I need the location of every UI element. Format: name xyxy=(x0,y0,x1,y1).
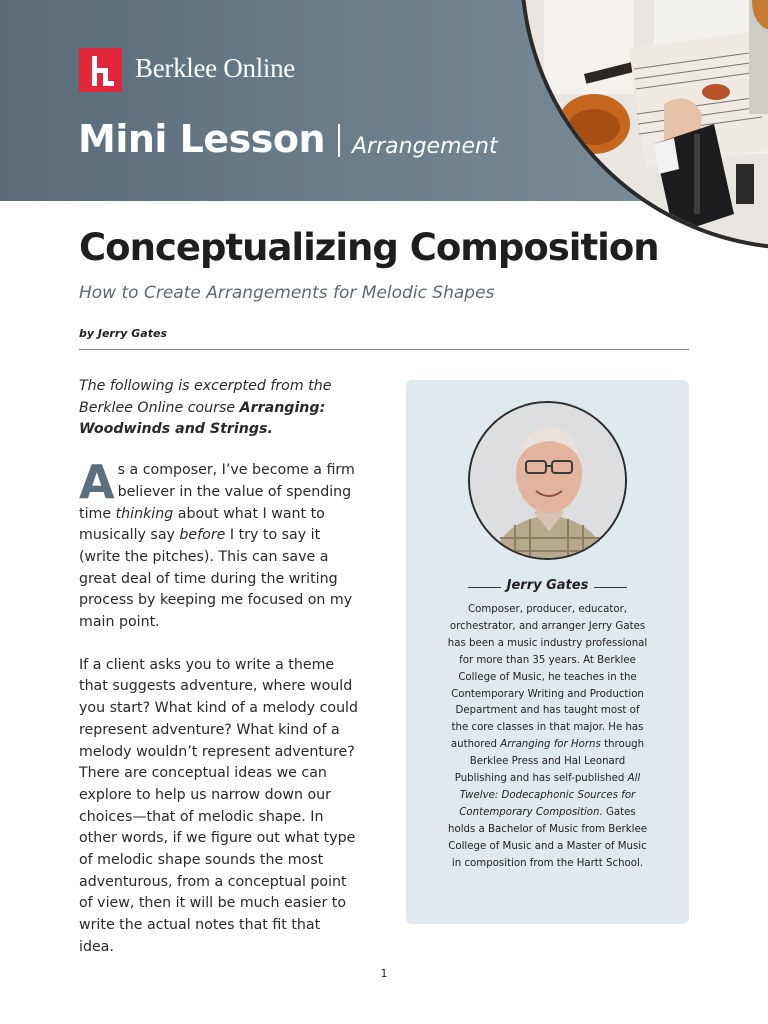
violinist-photo xyxy=(520,0,768,250)
article-subtitle: How to Create Arrangements for Melodic Shapes xyxy=(79,283,495,303)
series-title: Mini Lesson xyxy=(78,117,326,161)
category-label: Arrangement xyxy=(352,134,498,159)
title-divider xyxy=(338,124,340,157)
name-rule-right xyxy=(594,587,627,588)
book-title-2: All Twelve: Dodecaphonic Sources for Contemporary Composition. xyxy=(459,773,641,818)
article-title: Conceptualizing Composition xyxy=(79,226,659,269)
author-name: Jerry Gates xyxy=(506,578,589,593)
author-bio-card xyxy=(406,380,689,924)
article-body xyxy=(79,376,359,980)
course-name: Arranging: Woodwinds and Strings. xyxy=(79,399,326,438)
intro-text: The following is excerpted from the Berklee Online course xyxy=(79,378,332,416)
byline: by Jerry Gates xyxy=(79,327,167,340)
divider-rule xyxy=(79,349,689,350)
author-name-row xyxy=(406,578,689,596)
drop-cap: A xyxy=(79,455,115,510)
paragraph-1-emphasis-a: thinking xyxy=(115,505,174,522)
bio-text-a: Composer, producer, educator, orchestrator, and arranger Jerry Gates has been a music industry professional for more than 35 years. At Berklee College of Music, he teaches in the Contemporary Writing and Production Department and has taught most of the core classes in that major. He has authored xyxy=(447,604,648,751)
bio-text-c: Gates holds a Bachelor of Music from Berklee College of Music and a Master of Music in composition from the Hartt School. xyxy=(448,806,647,869)
author-bio-text xyxy=(446,602,649,873)
brand-name[interactable]: Berklee Online xyxy=(135,53,295,83)
paragraph-1-text-a: s a composer, I’ve become a firm believer in the value of spending time xyxy=(79,462,355,522)
page-number: 1 xyxy=(380,967,388,980)
paragraph-2: If a client asks you to write a theme that suggests adventure, where would you start? What kind of a melody could represent adventure? What kind of a melody wouldn’t represent adventure? There are conceptual ideas we can explore to help us narrow down our choices—that of melodic shape. In other words, if we figure out what type of melodic shape sounds the most adventurous, from a conceptual point of view, then it will be much easier to write the actual notes that fit that idea. xyxy=(79,656,359,955)
paragraph-1-text-b: about what I want to musically say xyxy=(79,505,325,544)
paragraph-1-emphasis-b: before xyxy=(179,527,226,544)
book-title-1: Arranging for Horns xyxy=(500,739,601,751)
paragraph-1 xyxy=(79,455,359,634)
intro-note xyxy=(79,376,359,441)
bio-text-b: through Berklee Press and Hal Leonard Publishing and has self-published xyxy=(454,739,645,785)
paragraph-1-text-c: I try to say it (write the pitches). This can save a great deal of time during the writing process by keeping me focused on my main point. xyxy=(79,527,353,631)
author-portrait xyxy=(468,401,627,560)
berklee-logo-icon[interactable] xyxy=(79,48,122,92)
